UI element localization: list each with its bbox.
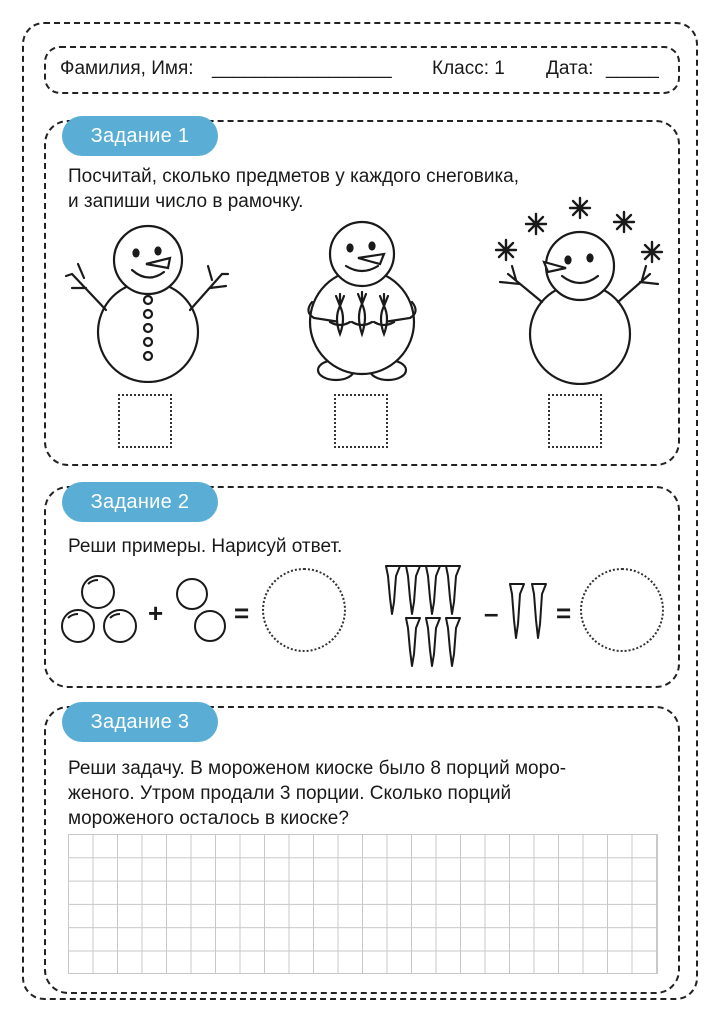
snowball-group-3 bbox=[58, 570, 144, 650]
snowflake-icon bbox=[642, 242, 662, 262]
header-row bbox=[60, 58, 670, 84]
name-field[interactable]: _________________ bbox=[212, 58, 392, 79]
snowman-buttons bbox=[60, 218, 235, 383]
snowball-group-2 bbox=[172, 574, 232, 646]
date-field[interactable]: _____ bbox=[606, 58, 659, 79]
answer-grid[interactable] bbox=[68, 834, 658, 974]
plus-sign: + bbox=[148, 598, 164, 628]
snowflake-icon bbox=[614, 212, 634, 232]
answer-circle-2[interactable] bbox=[580, 568, 664, 652]
task1-title: Задание 1 bbox=[62, 116, 218, 156]
snowflake-icon bbox=[526, 214, 546, 234]
task1-instruction-line2: и запиши число в рамочку. bbox=[68, 191, 304, 212]
task3-problem-line2: женого. Утром продали 3 порции. Сколько порций bbox=[68, 783, 512, 804]
icicle-group-2 bbox=[506, 580, 554, 642]
task3-problem-line1: Реши задачу. В мороженом киоске было 8 порций моро- bbox=[68, 758, 567, 779]
task2-title: Задание 2 bbox=[62, 482, 218, 522]
snowman-snowflakes bbox=[490, 190, 675, 385]
date-label: Дата: bbox=[546, 58, 594, 79]
icicle-group-8 bbox=[380, 562, 476, 670]
answer-box-3[interactable] bbox=[548, 394, 602, 448]
answer-box-1[interactable] bbox=[118, 394, 172, 448]
task3-title: Задание 3 bbox=[62, 702, 218, 742]
snowflake-icon bbox=[496, 240, 516, 260]
name-label: Фамилия, Имя: bbox=[60, 58, 194, 79]
task2-instruction: Реши примеры. Нарисуй ответ. bbox=[68, 536, 343, 557]
snowflake-icon bbox=[570, 198, 590, 218]
answer-circle-1[interactable] bbox=[262, 568, 346, 652]
task1-instruction-line1: Посчитай, сколько предметов у каждого снеговика, bbox=[68, 166, 520, 187]
equals-sign-1: = bbox=[234, 598, 250, 628]
class-label: Класс: 1 bbox=[432, 58, 505, 79]
minus-sign: – bbox=[484, 598, 499, 628]
snowman-carrots bbox=[300, 218, 430, 386]
task3-problem-line3: мороженого осталось в киоске? bbox=[68, 808, 349, 829]
equals-sign-2: = bbox=[556, 598, 572, 628]
answer-box-2[interactable] bbox=[334, 394, 388, 448]
